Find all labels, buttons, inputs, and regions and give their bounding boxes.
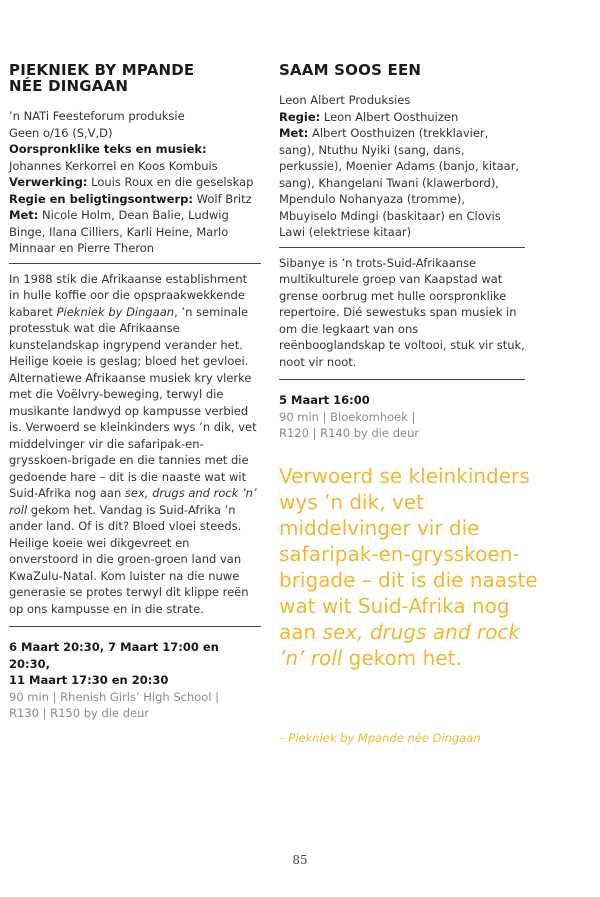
credit-line: Met: Nicole Holm, Dean Balie, Ludwig Binge, Ilana Cilliers, Karli Heine, Marlo Minnaar en Pierre Theron xyxy=(9,208,229,255)
pull-quote-attribution: – Piekniek by Mpande née Dingaan xyxy=(279,731,481,745)
right-description: Sibanye is ’n trots-Suid-Afrikaanse multikulturele groep van Kaapstad wat grense oorbrug met hulle oorspronklike repertoire. Dié sewestuks span musiek in om die legkaart van ons reënbooglandskap te voltooi, stuk vir stuk, noot vir noot. xyxy=(279,255,525,369)
credit-line: Regie: Leon Albert Oosthuizen xyxy=(279,109,459,124)
right-dates: 5 Maart 16:00 xyxy=(279,393,370,407)
left-venue-info: 90 min | Rhenish Girls’ High School | R130 | R150 by die deur xyxy=(9,689,220,720)
left-article xyxy=(9,62,261,722)
divider xyxy=(9,263,261,264)
credit-line: Oorspronklike teks en musiek: Johannes Kerkorrel en Koos Kombuis xyxy=(9,142,218,173)
right-venue-info: 90 min | Bloekomhoek | R120 | R140 by die deur xyxy=(279,409,420,440)
credit-line: Regie en beligtingsontwerp: Wolf Britz xyxy=(9,191,252,206)
left-credits xyxy=(9,108,261,257)
right-credits xyxy=(279,92,525,241)
right-article xyxy=(279,62,525,442)
credit-line: Met: Albert Oosthuizen (trekklavier, sang), Ntuthu Nyiki (sang, dans, perkussie), Moenier Adams (banjo, kitaar, sang), Khangelani Twani (klawerbord), Mpendulo Nohanyaza (tromme), Mbuyiselo Mdingi (baskitaar) en Clovis Lawi (elektriese kitaar) xyxy=(279,126,520,239)
divider xyxy=(9,626,261,627)
left-dates: 6 Maart 20:30, 7 Maart 17:00 en 20:30, 11 Maart 17:30 en 20:30 xyxy=(9,640,219,687)
left-description: In 1988 stik die Afrikaanse establishment in hulle koffie oor die opspraakwekkende kabaret Piekniek by Dingaan, ’n seminale protesstuk wat die Afrikaanse kunstelandskap ingrypend verander het. Heilige koeie is geslag; bloed het gevloei. Alternatiewe Afrikaanse musiek kry vlerke met die Voëlvry-beweging, terwyl die musikante landwyd op kampusse verbied is. Verwoerd se kleinkinders wys ’n dik, vet middelvinger vir die safaripak-en-grysskoen-brigade en die tannies met die gedoende hare – dit is die naaste wat wit Suid-Afrika nog aan sex, drugs and rock ’n’ roll gekom het. Vandag is Suid-Afrika ’n ander land. Of is dit? Bloed vloei steeds. Heilige koeie wei dikgevreet en onverstoord in die groen-groen land van KwaZulu-Natal. Kom luister na die nuwe generasie se protes terwyl dit klippe reën op ons kampusse en in die strate. xyxy=(9,271,257,616)
pull-quote: Verwoerd se kleinkinders wys ’n dik, vet middelvinger vir die safaripak-en-grysskoen-brigade – dit is die naaste wat wit Suid-Afrika nog aan sex, drugs and rock ’n’ roll gekom het. xyxy=(279,464,538,670)
page-number: 85 xyxy=(292,853,308,867)
divider xyxy=(279,247,525,248)
producer-line: Leon Albert Produksies xyxy=(279,93,411,107)
left-article-title: PIEKNIEK BY MPANDE NÉE DINGAAN xyxy=(9,61,195,95)
credit-line: Verwerking: Louis Roux en die geselskap xyxy=(9,175,254,189)
age-rating: Geen o/16 (S,V,D) xyxy=(9,125,113,140)
producer-line: ’n NATi Feesteforum produksie xyxy=(9,109,185,123)
right-article-title: SAAM SOOS EEN xyxy=(279,61,422,79)
divider xyxy=(279,379,525,380)
